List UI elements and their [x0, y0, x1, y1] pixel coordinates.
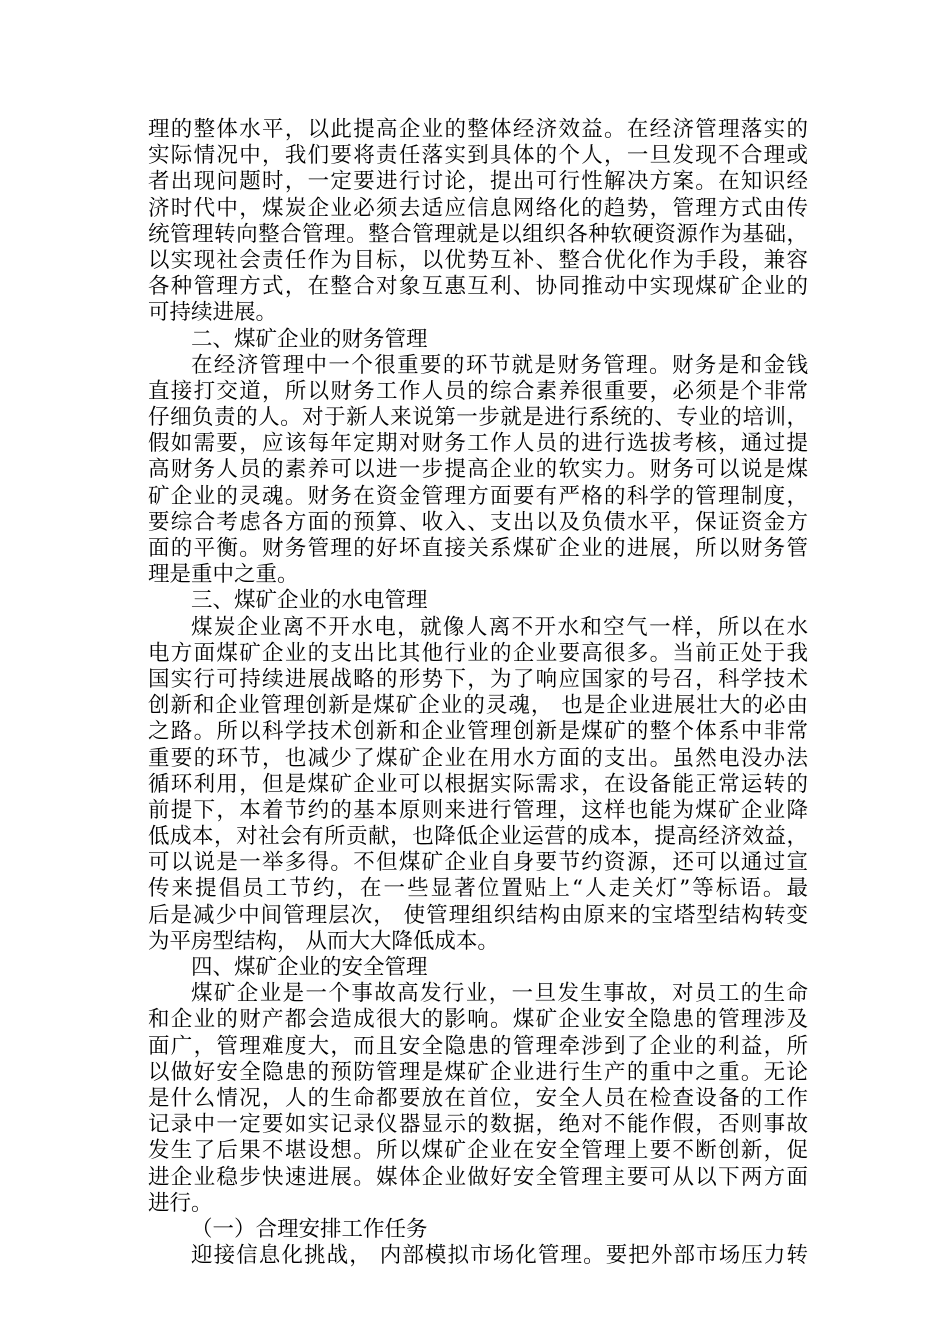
text-line: 仔细负责的人。对于新人来说第一步就是进行系统的、专业的培训，	[148, 405, 808, 431]
text-line: 电方面煤矿企业的支出比其他行业的企业要高很多。当前正处于我	[148, 640, 808, 666]
text-line: 后是减少中间管理层次， 使管理组织结构由原来的宝塔型结构转变	[148, 902, 808, 928]
text-line: 者出现问题时，一定要进行讨论，提出可行性解决方案。在知识经	[148, 169, 808, 195]
text-line: 假如需要，应该每年定期对财务工作人员的进行选拔考核，通过提	[148, 431, 808, 457]
text-line: 循环利用，但是煤矿企业可以根据实际需求，在设备能正常运转的	[148, 771, 808, 797]
section-heading: 四、煤矿企业的安全管理	[191, 955, 428, 980]
text-line: 面的平衡。财务管理的好坏直接关系煤矿企业的进展，所以财务管	[148, 536, 808, 561]
text-line: 以实现社会责任作为目标，以优势互补、整合优化作为手段，兼容	[148, 247, 808, 273]
text-line: 要综合考虑各方面的预算、收入、支出以及负债水平，保证资金方	[148, 509, 808, 535]
text-line: 和企业的财产都会造成很大的影响。煤矿企业安全隐患的管理涉及	[148, 1007, 808, 1033]
document-body	[148, 117, 808, 1269]
text-line: 重要的环节，也减少了煤矿企业在用水方面的支出。虽然电没办法	[148, 745, 808, 771]
text-line: 国实行可持续进展战略的形势下，为了响应国家的号召，科学技术	[148, 666, 808, 692]
text-line: 低成本，对社会有所贡献，也降低企业运营的成本，提高经济效益，	[148, 824, 808, 850]
text-line: 统管理转向整合管理。整合管理就是以组织各种软硬资源作为基础，	[148, 221, 808, 247]
section-heading: 二、煤矿企业的财务管理	[191, 326, 428, 352]
text-line: 传来提倡员工节约，在一些显著位置贴上“人走关灯”等标语。最	[148, 876, 808, 902]
text-line: 实际情况中，我们要将责任落实到具体的个人，一旦发现不合理或	[148, 143, 808, 169]
text-line: 创新和企业管理创新是煤矿企业的灵魂， 也是企业进展壮大的必由	[148, 693, 808, 719]
text-line: 济时代中，煤炭企业必须去适应信息网络化的趋势，管理方式由传	[148, 195, 808, 221]
paragraph-first-line: 迎接信息化挑战， 内部模拟市场化管理。要把外部市场压力转	[191, 1243, 808, 1269]
paragraph-first-line: 煤矿企业是一个事故高发行业，一旦发生事故，对员工的生命	[191, 981, 808, 1007]
text-line: 可以说是一举多得。不但煤矿企业自身要节约资源，还可以通过宣	[148, 850, 808, 876]
text-line: 直接打交道，所以财务工作人员的综合素养很重要，必须是个非常	[148, 378, 808, 404]
paragraph-first-line: 在经济管理中一个很重要的环节就是财务管理。财务是和金钱	[191, 352, 808, 378]
text-line: 记录中一定要如实记录仪器显示的数据，绝对不能作假，否则事故	[148, 1112, 808, 1138]
text-line: 进企业稳步快速进展。媒体企业做好安全管理主要可从以下两方面	[148, 1164, 808, 1190]
text-line: 可持续进展。	[148, 300, 278, 326]
text-line: 前提下，本着节约的基本原则来进行管理，这样也能为煤矿企业降	[148, 797, 808, 823]
section-heading: 三、煤矿企业的水电管理	[191, 588, 428, 614]
text-line: 之路。所以科学技术创新和企业管理创新是煤矿的整个体系中非常	[148, 719, 808, 745]
text-line: 理的整体水平，以此提高企业的整体经济效益。在经济管理落实的	[148, 117, 808, 142]
text-line: 各种管理方式，在整合对象互惠互利、协同推动中实现煤矿企业的	[148, 274, 808, 300]
text-line: 理是重中之重。	[148, 562, 299, 588]
text-line: 为平房型结构， 从而大大降低成本。	[148, 928, 499, 954]
text-line: 高财务人员的素养可以进一步提高企业的软实力。财务可以说是煤	[148, 457, 808, 483]
text-line: 进行。	[148, 1190, 213, 1216]
text-line: 以做好安全隐患的预防管理是煤矿企业进行生产的重中之重。无论	[148, 1059, 808, 1085]
subsection-heading: （一）合理安排工作任务	[191, 1216, 428, 1242]
text-line: 是什么情况，人的生命都要放在首位，安全人员在检查设备的工作	[148, 1085, 808, 1111]
text-line: 矿企业的灵魂。财务在资金管理方面要有严格的科学的管理制度，	[148, 483, 808, 509]
paragraph-first-line: 煤炭企业离不开水电，就像人离不开水和空气一样，所以在水	[191, 614, 808, 640]
text-line: 发生了后果不堪设想。所以煤矿企业在安全管理上要不断创新，促	[148, 1138, 808, 1164]
text-line: 面广，管理难度大，而且安全隐患的管理牵涉到了企业的利益，所	[148, 1033, 808, 1059]
